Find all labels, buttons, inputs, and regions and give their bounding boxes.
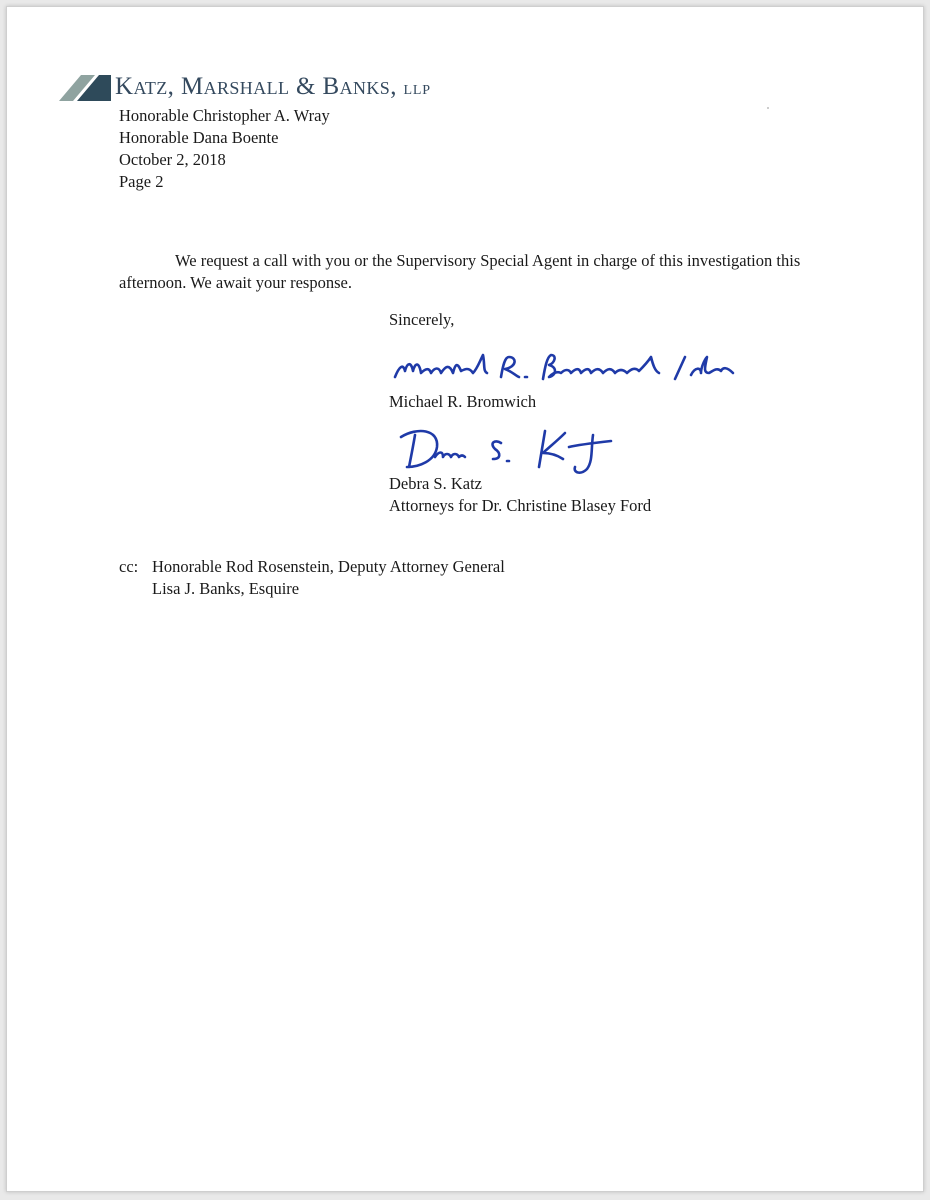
firm-logo-icon	[59, 75, 111, 101]
closing-salutation: Sincerely,	[389, 310, 455, 329]
letterhead	[59, 71, 559, 107]
signer-role: Attorneys for Dr. Christine Blasey Ford	[389, 496, 652, 515]
cc-banks: Lisa J. Banks, Esquire	[152, 579, 300, 598]
scan-speck	[767, 107, 769, 109]
firm-name	[115, 71, 431, 107]
cc-row-1	[119, 556, 505, 578]
firm-suffix: LLP	[403, 83, 431, 98]
body-paragraph: We request a call with you or the Supervisory Special Agent in charge of this investigation this afternoon. We await your response.	[119, 251, 801, 292]
signer-katz: Debra S. Katz	[389, 474, 483, 493]
document-page	[6, 6, 924, 1192]
cc-block	[119, 556, 505, 600]
signature-bromwich	[391, 349, 737, 387]
cc-row-2	[119, 578, 505, 600]
recipient-boente: Honorable Dana Boente	[119, 128, 279, 147]
letter-header	[119, 105, 330, 193]
firm-name-text: Katz, Marshall & Banks,	[115, 73, 397, 100]
cc-label: cc:	[119, 557, 139, 576]
page-number: Page 2	[119, 172, 164, 191]
letter-date: October 2, 2018	[119, 150, 226, 169]
cc-rosenstein: Honorable Rod Rosenstein, Deputy Attorney General	[152, 557, 505, 576]
recipient-wray: Honorable Christopher A. Wray	[119, 106, 330, 125]
signature-katz	[397, 423, 617, 479]
signer-bromwich: Michael R. Bromwich	[389, 392, 537, 411]
